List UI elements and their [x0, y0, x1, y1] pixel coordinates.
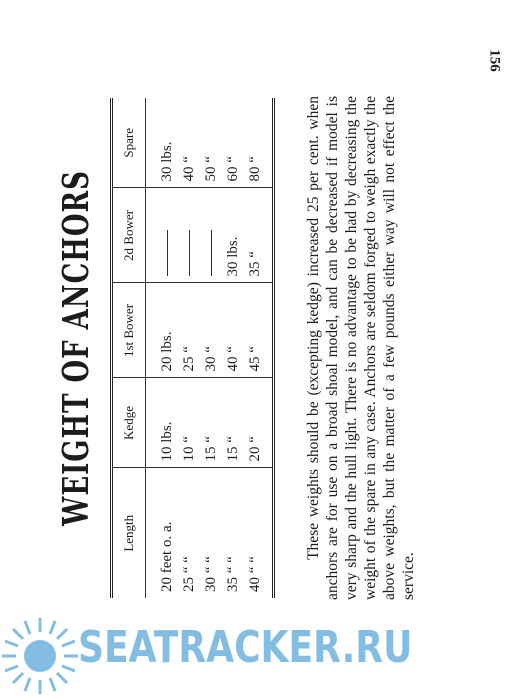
- cell-spare: 30 lbs.: [146, 98, 179, 188]
- cell-spare: 60 “: [222, 98, 244, 188]
- header-spare: Spare: [113, 98, 146, 188]
- cell-2d-bower: 35 “: [244, 188, 272, 283]
- table-row: [200, 98, 222, 598]
- cell-spare: 50 “: [200, 98, 222, 188]
- table-row: [244, 98, 272, 598]
- cell-1st-bower: 40 “: [222, 283, 244, 378]
- cell-1st-bower: 20 lbs.: [146, 283, 179, 378]
- header-length: Length: [113, 468, 146, 598]
- cell-length: 35 “ “: [224, 556, 241, 592]
- empty-dash: [189, 231, 190, 277]
- cell-1st-bower: 30 “: [200, 283, 222, 378]
- cell-kedge: 10 “: [178, 378, 200, 468]
- cell-2d-bower: [200, 188, 222, 283]
- cell-1st-bower: 25 “: [178, 283, 200, 378]
- rotated-page-content: [56, 88, 448, 608]
- cell-length: 30 “ “: [202, 556, 219, 592]
- watermark-text: SEATRACKER.RU: [78, 622, 413, 673]
- empty-dash: [167, 231, 168, 277]
- table-row: [178, 98, 200, 598]
- cell-length: 25 “ “: [180, 556, 197, 592]
- cell-kedge: 15 “: [222, 378, 244, 468]
- cell-2d-bower: 30 lbs.: [222, 188, 244, 283]
- cell-kedge: 10 lbs.: [146, 378, 179, 468]
- header-1st-bower: 1st Bower: [113, 283, 146, 378]
- cell-spare: 40 “: [178, 98, 200, 188]
- cell-length: 20 feet o. a.: [158, 521, 175, 592]
- cell-2d-bower: [146, 188, 179, 283]
- table-header-row: [113, 98, 146, 598]
- cell-1st-bower: 45 “: [244, 283, 272, 378]
- table-row: [222, 98, 244, 598]
- anchor-weight-table: [110, 98, 275, 598]
- cell-spare: 80 “: [244, 98, 272, 188]
- table-row: [146, 98, 179, 598]
- header-kedge: Kedge: [113, 378, 146, 468]
- weights-note-paragraph: These weights should be (excepting kedge) increased 25 per cent. when anchors are for use on a broad shoal model, and can be decreased if model is very sharp and the hull light. There is no advantage to be had by decreasing the weight of the spare in any case. Anchors are seldom forged to weigh exactly the above weights, but the matter of a few pounds either way will not effect the service.: [305, 96, 417, 600]
- cell-length: 40 “ “: [246, 556, 263, 592]
- cell-2d-bower: [178, 188, 200, 283]
- page-number: 156: [486, 49, 503, 72]
- page-title: WEIGHT OF ANCHORS: [56, 170, 98, 526]
- sun-icon: [2, 618, 78, 694]
- cell-kedge: 20 “: [244, 378, 272, 468]
- empty-dash: [211, 231, 212, 277]
- cell-kedge: 15 “: [200, 378, 222, 468]
- header-2d-bower: 2d Bower: [113, 188, 146, 283]
